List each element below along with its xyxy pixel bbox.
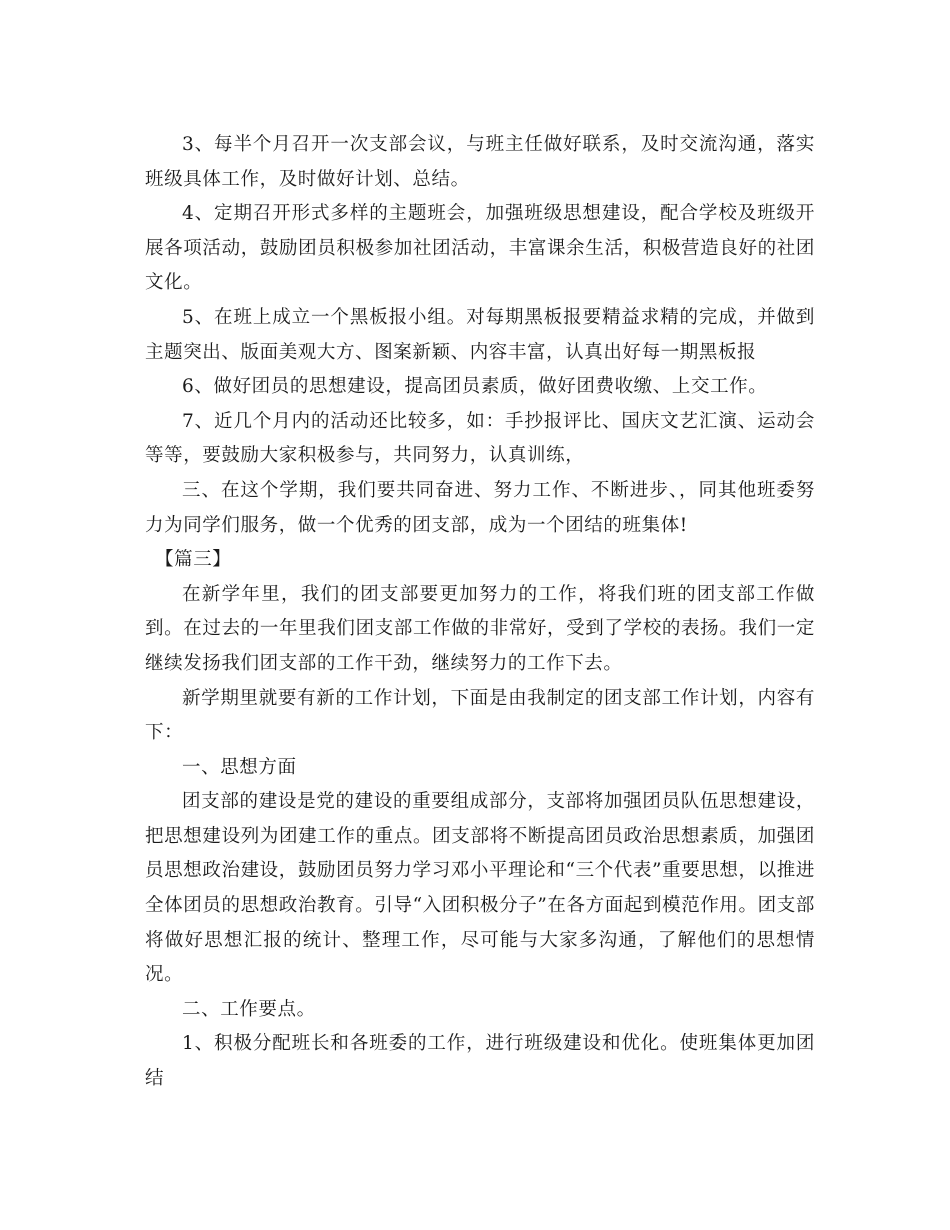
subheading-ideology: 一、思想方面 xyxy=(182,756,297,778)
document-body xyxy=(145,128,815,1097)
subheading-work-points: 二、工作要点。 xyxy=(182,998,316,1020)
section-heading-part-three: 【篇三】 xyxy=(155,549,232,571)
paragraph-item-6: 6、做好团员的思想建设，提高团员素质，做好团费收缴、上交工作。 xyxy=(182,376,768,398)
paragraph-work-point-1: 1、积极分配班长和各班委的工作，进行班级建设和优化。使班集体更加团结 xyxy=(145,1033,815,1090)
paragraph-plan-intro: 新学期里就要有新的工作计划，下面是由我制定的团支部工作计划，内容有下： xyxy=(145,687,815,744)
paragraph-ideology: 团支部的建设是党的建设的重要组成部分，支部将加强团员队伍思想建设，把思想建设列为团建工作的重点。团支部将不断提高团员政治思想素质，加强团员思想政治建设，鼓励团员努力学习邓小平理论和“三个代表”重要思想，以推进全体团员的思想政治教育。引导“入团积极分子”在各方面起到模范作用。团支部将做好思想汇报的统计、整理工作，尽可能与大家多沟通，了解他们的思想情况。 xyxy=(145,791,815,986)
paragraph-item-3: 3、每半个月召开一次支部会议，与班主任做好联系，及时交流沟通，落实班级具体工作，及时做好计划、总结。 xyxy=(145,134,815,190)
paragraph-item-5: 5、在班上成立一个黑板报小组。对每期黑板报要精益求精的完成，并做到主题突出、版面美观大方、图案新颖、内容丰富，认真出好每一期黑板报 xyxy=(145,306,815,363)
paragraph-item-4: 4、定期召开形式多样的主题班会，加强班级思想建设，配合学校及班级开展各项活动，鼓励团员积极参加社团活动，丰富课余生活，积极营造良好的社团文化。 xyxy=(145,203,815,294)
paragraph-section-three: 三、在这个学期，我们要共同奋进、努力工作、不断进步、，同其他班委努力为同学们服务，做一个优秀的团支部，成为一个团结的班集体! xyxy=(145,479,815,536)
paragraph-intro: 在新学年里，我们的团支部要更加努力的工作，将我们班的团支部工作做到。在过去的一年里我们团支部工作做的非常好，受到了学校的表扬。我们一定继续发扬我们团支部的工作干劲，继续努力的工作下去。 xyxy=(145,583,815,674)
paragraph-item-7: 7、近几个月内的活动还比较多，如：手抄报评比、国庆文艺汇演、运动会等等，要鼓励大家积极参与，共同努力，认真训练， xyxy=(145,410,815,467)
